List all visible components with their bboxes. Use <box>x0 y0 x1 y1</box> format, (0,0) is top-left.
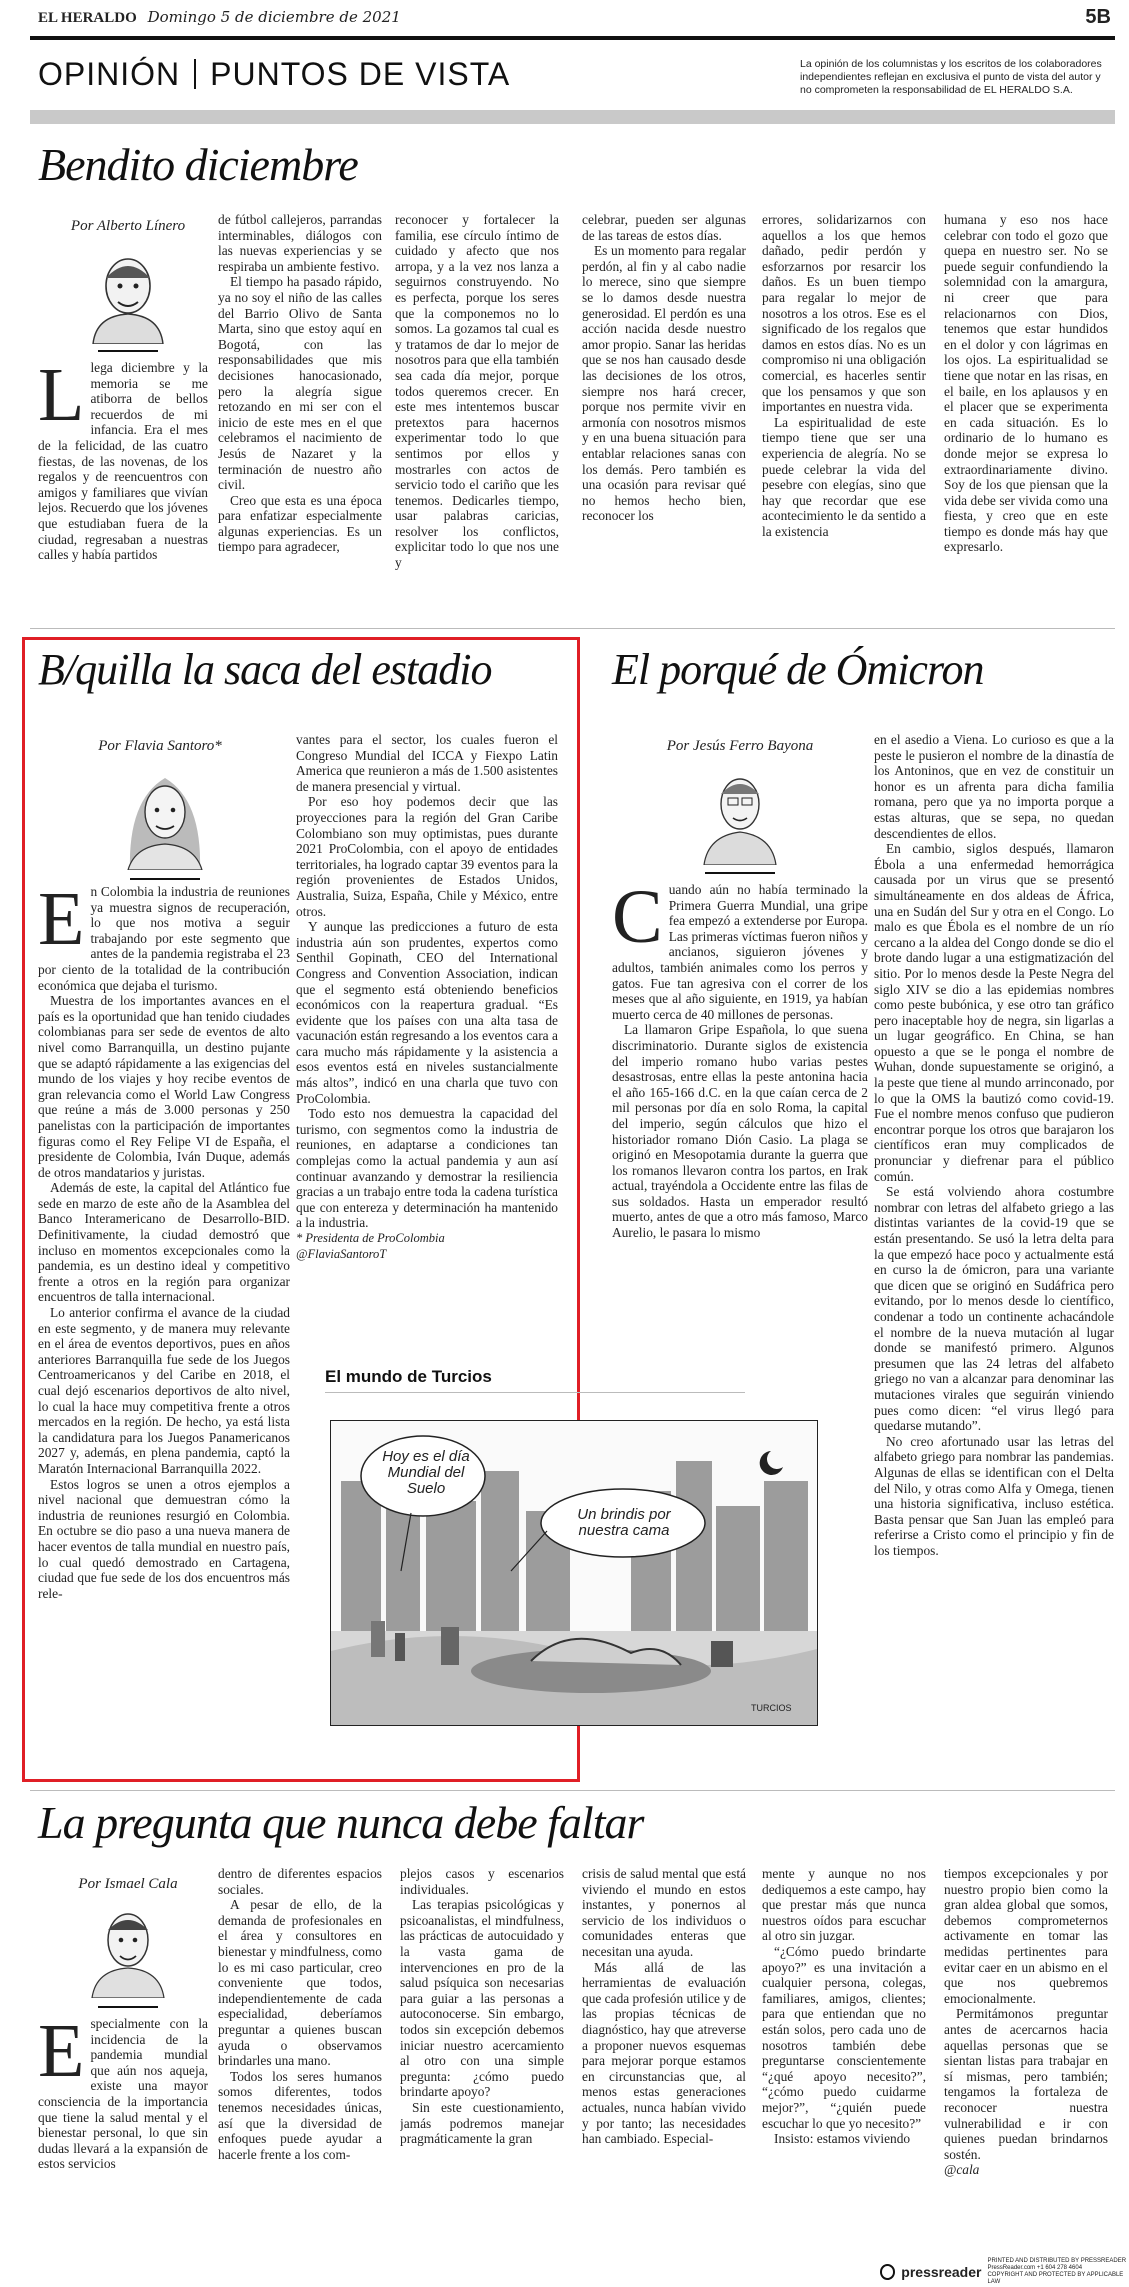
cartoon <box>330 1420 818 1726</box>
paragraph: Estos logros se unen a otros ejemplos a nivel nacional que demuestran cómo la industria de reuniones resurgió en Colombia. En octubre se dio paso a una nueva manera de hacer eventos de talla mundial en nuestro país, lo cual quedó demostrado en Cartagena, ciudad que fue sede de los dos encuentros más rele- <box>38 1476 290 1601</box>
paragraph: dentro de diferentes espacios sociales. <box>218 1866 382 1897</box>
paragraph: No creo afortunado usar las letras del alfabeto griego para nombrar las pandemias. Algunas de ellas se identifican con el Delta del Nilo, y otras como Alfa y Omega, tienen una historia significativa, incluso estética. Basta pensar que San Juan las empleó para referirse a Cristo como el principio y fin de los tiempos. <box>874 1433 1114 1558</box>
speech-bubble-1: Hoy es el día Mundial del Suelo <box>382 1448 470 1497</box>
paragraph: Por eso hoy podemos decir que las proyecciones para la región del Gran Caribe Colombiano son muy optimistas, pues durante 2021 ProColombia, con el apoyo de entidades territoriales, ha logrado captar 39 eventos para la región provenientes de Estados Unidos, Australia, Suiza, España, Chile y México, entre otros. <box>296 794 558 919</box>
divider <box>30 628 1115 629</box>
footer-line2: PressReader.com +1 604 278 4604 <box>987 2265 1083 2271</box>
article4-title: La pregunta que nunca debe faltar <box>38 1797 644 1848</box>
paragraph: La espiritualidad de este tiempo tiene que ser una experiencia de alegría. No se puede celebrar la vida del pesebre con elegías, sino que hay que recordar que ese acontecimiento le da sentido a la existencia <box>762 414 926 539</box>
paragraph: de fútbol callejeros, parrandas interminables, diálogos con las nuevas experiencias y se respiraba un ambiente festivo. <box>218 212 382 274</box>
paper-name: EL HERALDO <box>38 10 137 26</box>
paragraph <box>38 884 290 993</box>
paragraph: celebrar, pueden ser algunas de las tareas de estos días. <box>582 212 746 243</box>
paragraph: mente y aunque no nos dediquemos a este campo, hay que prestar más que nunca nuestros oídos para escuchar al otro sin juzgar. <box>762 1866 926 1944</box>
paragraph: Permitámonos preguntar antes de acercarnos hacia aquellas personas que se sientan listas para trabajar en sí mismas, pero también; tengamos la fortaleza de reconocer nuestra vulnerabilidad e ir con quienes puedan brindarnos sostén. <box>944 2006 1108 2162</box>
paragraph: Muestra de los importantes avances en el país es la oportunidad que han tenido ciudades colombianas para ser sede de eventos de alto nivel como Barranquilla, un destino pujante que se adaptó rápidamente a las exigencias del mundo de los viajes y hoy recibe eventos de gran relevancia como el World Law Congress que reúne a más de 3.000 personas y 250 panelistas con la participación de importantes figuras como el Rey Felipe VI de España, el presidente de Colombia, Iván Duque, además de otros mandatarios y juristas. <box>38 993 290 1180</box>
article4-byline: Por Ismael Cala <box>78 1876 178 1892</box>
paragraph: errores, solidarizarnos con aquellos a los que hemos dañado, pedir perdón y esforzarnos por resarcir los daños. Es un buen tiempo para regalar lo mejor de nosotros a los otros. Ese es el significado de los regalos que damos en estos días. No es un compromiso ni una obligación comercial, es hacerles sentir que los pensamos y que son importantes en nuestra vida. <box>762 212 926 415</box>
paragraph: En cambio, siglos después, llamaron Ébola a una enfermedad hemorrágica causada por un virus que se presentó simultáneamente en dos aldeas de África, una en Sudán del Sur y otra en el Congo. Lo malo es que Ébola es el nombre de un río cercano a la aldea del Congo donde se dio el brote dando lugar a una estigmatización del sitio. Por lo menos desde la Peste Negra del siglo XIV se dio a las epidemias nombres como peste bubónica, y ese otro tan gráfico pero inaceptable hoy de negra, sin ligarlas a un lugar geográfico. En China, se han opuesto a que se le ponga el nombre de Wuhan, donde supuestamente se originó, a la peste que tiene al mundo arrinconado, por lo que la OMS la bautizó como covid-19. Fue el nombre menos confuso que pudieron encontrar porque los otros que barajaron los científicos eran muy complicados de pronunciar y diefrenar para el público común. <box>874 841 1114 1184</box>
masthead-rule <box>30 36 1115 40</box>
paragraph: tiempos excepcionales y por nuestro propio bien como la gran aldea global que somos, debemos comprometernos activamente en tomar las medidas pertinentes para evitar caer en un abismo en el que nos quebremos emocionalmente. <box>944 1866 1108 2006</box>
paragraph: Es un momento para regalar perdón, al fin y al cabo nadie lo merece, sino que siempre se lo damos desde nuestra generosidad. El perdón es una acción nacida desde nuestro amor propio. Sanar las heridas que se nos han causado desde las decisiones de los otros, siempre nos hará crecer, porque nos permite vivir en armonía con nosotros mismos y en una buena situación para entablar relaciones sanas con los demás. Pero también es una ocasión para revisar qué no hemos hecho bien, reconocer los <box>582 243 746 524</box>
article2-col2 <box>296 732 558 1316</box>
cartoon-signature: TURCIOS <box>751 1703 792 1713</box>
article4-col4 <box>582 1866 746 2246</box>
article3-col1 <box>612 882 868 1422</box>
paragraph: plejos casos y escenarios individuales. <box>400 1866 564 1897</box>
paragraph: Todos los seres humanos somos diferentes, todos tenemos necesidades únicas, así que la diversidad de enfoques puede ayudar a hacerle frente a los com- <box>218 2068 382 2162</box>
paragraph: El tiempo ha pasado rápido, ya no soy el niño de las calles del Barrio Olivo de Santa Marta, sino que estoy aquí en Bogotá, con las responsabilidades que mis decisiones hanocasionado, pero la alegría sigue retozando en mi ser con el inicio de este mes en el que celebramos el nacimiento de Jesús de Nazaret y la terminación de nuestro año civil. <box>218 274 382 493</box>
divider <box>30 1790 1115 1791</box>
author-portrait-santoro <box>110 760 220 870</box>
author-portrait-ferro <box>690 760 790 865</box>
paragraph: Insisto: estamos viviendo <box>774 2131 911 2147</box>
paragraph: Las terapias psicológicas y psicoanalistas, el mindfulness, las prácticas de autocuidado y la vasta gama de intervenciones en pro de la salud psíquica son necesarias para guiar a las personas a autoconocerse. Sin embargo, todos sin excepción debemos iniciar nuestro acercamiento al otro con una simple pregunta: ¿cómo puedo brindarte apoyo? <box>400 1897 564 2100</box>
paragraph: Todo esto nos demuestra la capacidad del turismo, con segmentos como la industria de reuniones, en adaptarse a condiciones tan complejas como la actual pandemia y aun así continuar avanzando y demostrar la resiliencia gracias a un trabajo entre toda la cadena turística que con entereza y determinación ha mantenido a la industria. <box>296 1106 558 1231</box>
article3-title: El porqué de Ómicron <box>612 645 984 694</box>
page-number: 5B <box>1085 6 1111 28</box>
paragraph: humana y eso nos hace celebrar con todo el gozo que quepa en nuestro ser. No se puede seguir confundiendo la solemnidad con la amargura, ni creer que para relacionarnos con Dios, tenemos que estar hundidos en el dolor y con lágrimas en los ojos. La espiritualidad se tiene que notar en las risas, en el baile, en los aplausos y en el placer que se experimenta en cada situación. Es lo ordinario de lo humano es donde mejor se expresa lo extraordinariamente divino. Soy de los que piensan que la vida debe ser vivida como una fiesta, y creo que en este tiempo es donde más hay que expresarlo. <box>944 212 1108 555</box>
article1-lead: lega diciembre y la memoria se me atiborra de bellos recuerdos de mi infancia. Era el mes de la felicidad, de las cuatro fiestas, de las novenas, de los regalos y de reencuentros con amigos y familiares que vivían lejos. Recuerdo que los jóvenes que estudiaban fuera de la ciudad, regresaban a nuestras calles y había partidos <box>38 360 208 563</box>
article4-lead: specialmente con la incidencia de la pandemia mundial que aún nos aqueja, existe una mayor consciencia de la importancia que tiene la salud mental y el bienestar personal, lo que sin dudas llevará a la expansión de estos servicios <box>38 2016 208 2172</box>
byline-rule <box>98 2006 158 2008</box>
author-portrait-linero <box>78 244 178 344</box>
paragraph: A pesar de ello, de la demanda de profesionales en el área y consultores en bienestar y mindfulness, como lo es mi caso particular, creo conveniente que todos, independientemente de cada especialidad, deberíamos preguntar a quienes buscan ayuda o observamos brindarles una mano. <box>218 1897 382 2069</box>
drop-cap: L <box>38 360 85 437</box>
byline-rule <box>98 350 158 352</box>
section-header <box>38 56 510 93</box>
speech-bubble-2: Un brindis por nuestra cama <box>577 1506 671 1539</box>
paragraph <box>612 882 868 1022</box>
article1-title: Bendito diciembre <box>38 139 358 190</box>
issue-date: Domingo 5 de diciembre de 2021 <box>147 8 401 26</box>
footer-line3: COPYRIGHT AND PROTECTED BY APPLICABLE LAW <box>987 2272 1124 2285</box>
drop-cap: E <box>38 884 85 961</box>
pressreader-footer <box>880 2258 1129 2286</box>
article1-col1 <box>38 360 208 620</box>
disclaimer: La opinión de los columnistas y los escritos de los colaboradores independientes reflejan en exclusiva el punto de vista del autor y no comprometen la responsabilidad de EL HERALDO S.A. <box>800 58 1102 96</box>
footnote: * Presidenta de ProColombia <box>296 1231 445 1245</box>
paragraph: Y aunque las predicciones a futuro de esta industria aún son prudentes, expertos como Senthil Gopinath, CEO del International Congress and Convention Association, indican que el segmento está obteniendo beneficios económicos con la reapertura gradual. “Es evidente que los países con una alta tasa de vacunación están regresando a los eventos cara a cara mucho más rápidamente y la asistencia a esos eventos está en niveles sustancialmente más altos”, indicó en una charla que tuvo con ProColombia. <box>296 919 558 1106</box>
article1-byline: Por Alberto Línero <box>70 218 186 234</box>
pressreader-logo-icon <box>880 2264 895 2280</box>
paragraph: Se está volviendo ahora costumbre nombrar con letras del alfabeto griego a las distintas variantes de la covid-19 que se están presentando. Se usó la letra delta para la que empezó hace poco y actualmente está en curso la de ómicron, para una variante que dicen que se originó en Sudáfrica pero evitando, por lo menos desde lo científico, condenar a todo un continente achacándole el nombre de la nueva mutación al lugar donde se manifestó primero. Algunos presumen que las 24 letras del alfabeto griego no van a alcanzar para denominar las mutaciones virales que seguirán viniendo pues como dicen: “el virus llegó para quedarse mutando”. <box>874 1184 1114 1434</box>
paragraph: Más allá de las herramientas de evaluación que cada profesión utilice y de las propias técnicas de diagnóstico, hay que atreverse a proponer nuevos esquemas para mejorar porque estamos en circunstancias que, al menos estas generaciones actuales, nunca habían vivido y por tanto; las necesidades han cambiado. Especial- <box>582 1959 746 2147</box>
paragraph: Creo que esta es una época para enfatizar especialmente algunas experiencias. Es un tiempo para agradecer, <box>218 492 382 555</box>
drop-cap: C <box>612 882 663 959</box>
author-portrait-cala <box>78 1898 178 1998</box>
article2-col1 <box>38 884 290 1772</box>
article4-col6 <box>944 1866 1108 2236</box>
byline-rule <box>705 872 775 874</box>
paragraph: Además de este, la capital del Atlántico fue sede en marzo de este año de la Asamblea del Banco Interamericano de Desarrollo-BID. Definitivamente, la ciudad demostró que incluso en momentos excepcionales como la pandemia, es un destino ideal y competitivo frente a otros en la región para organizar encuentros de talla internacional. <box>38 1180 290 1305</box>
paragraph: “¿Cómo puedo brindarte apoyo?” es una invitación a cualquier persona, colegas, familiares, amigos, clientes; para que entiendan que no están solos, pero cada uno de nosotros también debe preguntarse conscientemente “¿qué apoyo necesito?”, “¿cómo puedo cuidarme mejor?”, “¿quién puede escuchar lo que yo necesito?” <box>762 1943 926 2131</box>
article1-col3 <box>395 212 559 620</box>
article1-col5 <box>762 212 926 620</box>
article3-byline: Por Jesús Ferro Bayona <box>666 738 814 754</box>
article2-title: B/quilla la saca del estadio <box>38 645 492 694</box>
section-right: PUNTOS DE VISTA <box>210 56 511 92</box>
article4-col1 <box>38 2016 208 2246</box>
masthead <box>38 8 401 27</box>
paragraph: Lo anterior confirma el avance de la ciudad en este segmento, y de manera muy relevante en el área de eventos deportivos, pues en años anteriores Barranquilla fue sede de los Juegos Centroamericanos y del Caribe en 2018, el cual dejó escenarios deportivos de alto nivel, lo cual la hace muy competitiva frente a otros mercados en la región. De hecho, ya está lista la candidatura para los Juegos Panamericanos 2027 y, además, en plena pandemia, captó la Maratón Internacional Barranquilla 2022. <box>38 1305 290 1476</box>
drop-cap: E <box>38 2016 85 2093</box>
article1-col2 <box>218 212 382 620</box>
article3-col2 <box>874 732 1114 1760</box>
paragraph: crisis de salud mental que está viviendo el mundo en estos instantes, y ponernos al servicio de los individuos o comunidades enteras que necesitan una ayuda. <box>582 1866 746 1959</box>
article1-col4 <box>582 212 746 620</box>
section-bar <box>30 110 1115 124</box>
paragraph: reconocer y fortalecer la familia, ese círculo íntimo de cuidado y afecto que nos arropa, y a la vez nos lanza a seguirnos construyendo. No es perfecta, porque los seres que la componemos no lo somos. La gozamos tal cual es y tratamos de dar lo mejor de nosotros para que ella también sea cada día mejor, porque todos queremos crecer. En este mes intentemos buscar pretextos para hacernos experimentar todo lo que sentimos por ellos y mostrarles con actos de servicio todo el cariño que les tenemos. Dedicarles tiempo, usar palabras caricias, resolver los conflictos, explicitar todo lo que nos une y <box>395 212 559 571</box>
paragraph: en el asedio a Viena. Lo curioso es que a la peste le pusieron el nombre de la dinastía de los Antoninos, que en vez de constituir un honor es un afrenta para dicha familia romana, pero que ya no importa porque a estas alturas, que se sepa, no quedan descendientes de ellos. <box>874 732 1114 841</box>
byline-rule <box>130 878 200 880</box>
author-handle: @cala <box>944 2162 980 2178</box>
footer-line1: PRINTED AND DISTRIBUTED BY PRESSREADER <box>987 2258 1127 2264</box>
paragraph-text: uando aún no había terminado la Primera Guerra Mundial, una gripe fea empezó a extenderse por Europa. Las primeras víctimas fueron niños y ancianos, siguieron jóvenes y adultos, también animales como los perros y gatos. Fue tan agresiva con el correr de los meses que al año siguiente, en 1919, ya habían muerto cerca de 40 millones de personas. <box>612 882 868 1022</box>
section-left: OPINIÓN <box>38 56 181 92</box>
cartoon-title: El mundo de Turcios <box>325 1367 492 1386</box>
paragraph: vantes para el sector, los cuales fueron el Congreso Mundial del ICCA y Fiexpo Latin America que reunieron a más de 1.500 asistentes de manera presencial y virtual. <box>296 732 558 794</box>
paragraph: La llamaron Gripe Española, lo que suena discriminatorio. Durante siglos de existencia del imperio romano hubo varias pestes desastrosas, entre ellas la peste antonina hacia el año 165-166 d.C. en la que caían cerca de 2 mil personas por día en solo Roma, la capital del imperio, según cálculos que hizo el historiador romano Dión Casio. La plaga se originó en Mesopotamia durante la guerra que los romanos llevaron contra los partos, en Irak actual, trayéndola a Occidente entre las filas de sus soldados. Hasta un emperador resultó muerto, antes de que a otro más famoso, Marco Aurelio, le pasara lo mismo <box>612 1022 868 1241</box>
paragraph: Sin este cuestionamiento, jamás podremos manejar pragmáticamente la gran <box>400 2099 564 2147</box>
paragraph-text: n Colombia la industria de reuniones ya muestra signos de recuperación, lo que nos motiva a seguir trabajando por este segmento que antes de la pandemia registraba el 23 por ciento de la totalidad de la contribución económica que dejaba el turismo. <box>38 884 290 993</box>
article4-col2 <box>218 1866 382 2246</box>
article4-col3 <box>400 1866 564 2246</box>
author-handle: @FlaviaSantoroT <box>296 1246 387 1261</box>
article1-col6 <box>944 212 1108 620</box>
article4-col5 <box>762 1866 926 2246</box>
pressreader-brand: pressreader <box>901 2264 982 2280</box>
article2-byline: Por Flavia Santoro* <box>98 738 222 754</box>
